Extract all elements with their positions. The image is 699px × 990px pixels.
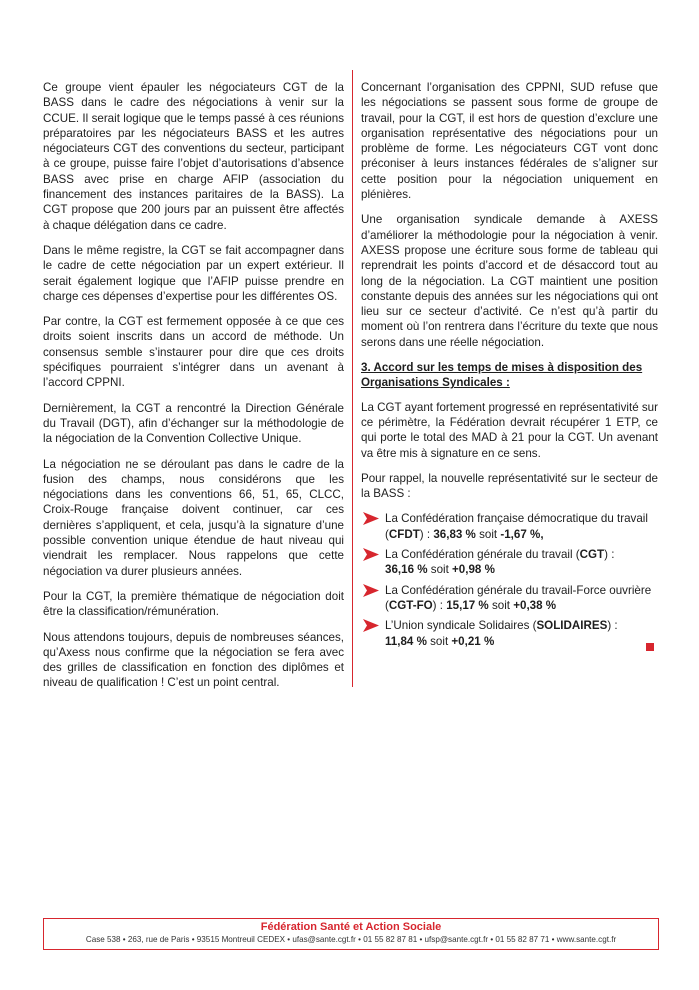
union-name-prefix: La Confédération générale du travail-Force ouvrière ( bbox=[385, 583, 652, 612]
union-soit: soit bbox=[427, 563, 453, 577]
left-paragraph-2: Dans le même registre, la CGT se fait accompagner dans le cadre de cette négociation par un expert extérieur. Il serait également logique que l’AFIP puisse prendre en charge ces dépenses d’expertise pour les différentes OS. bbox=[43, 243, 344, 303]
union-abbreviation: CGT-FO bbox=[388, 598, 433, 612]
list-item bbox=[361, 583, 658, 614]
union-name-suffix: ) : bbox=[419, 527, 434, 541]
footer bbox=[43, 918, 659, 950]
union-abbreviation: CGT bbox=[579, 548, 605, 562]
union-score: 36,16 % bbox=[385, 563, 428, 577]
list-item bbox=[361, 547, 658, 578]
left-paragraph-5: La négociation ne se déroulant pas dans le cadre de la fusion des champs, nous considérons que les négociations dans les conventions 66, 51, 65, CLCC, Croix-Rouge française doivent continuer, car ces dernières s’appliquent, et cela, jusqu’à la signature d’une possible convention unique étendue de haut niveau qui viendrait les remplacer. Nous rappelons que cette négociation va durer plusieurs années. bbox=[43, 457, 344, 578]
end-square-icon bbox=[646, 643, 654, 651]
arrow-bullet-icon bbox=[363, 584, 379, 597]
left-paragraph-1: Ce groupe vient épauler les négociateurs CGT de la BASS dans le cadre des négociations à venir sur la CCUE. Il serait logique que le temps passé à ces réunions préparatoires par les négociateurs BASS et les autres négociateurs CGT des conventions du secteur, participant à ce groupe, puisse faire l’objet d’autorisations d’absence BASS avec prise en charge AFIP (association du financement des instances paritaires de la BASS). La CGT propose que 200 jours par an puissent être affectés à chaque délégation dans ce cadre. bbox=[43, 81, 344, 232]
union-score: 11,84 % bbox=[385, 634, 427, 648]
arrow-bullet-icon bbox=[363, 548, 379, 561]
footer-address: Case 538 • 263, rue de Paris • 93515 Montreuil CEDEX • ufas@sante.cgt.fr • 01 55 82 87 81 • ufsp@sante.cgt.fr • 01 55 82 87 71 • www.sante.cgt.fr bbox=[85, 935, 617, 944]
footer-title: Fédération Santé et Action Sociale bbox=[260, 921, 442, 933]
union-soit: soit bbox=[475, 527, 501, 541]
left-paragraph-7: Nous attendons toujours, depuis de nombreuses séances, qu’Axess nous confirme que la négociation se fera avec des grilles de classification en fonction des diplômes et niveau de qualification ! C’est un point central. bbox=[43, 630, 344, 690]
left-column bbox=[43, 80, 344, 701]
union-name-suffix: ) : bbox=[604, 548, 615, 562]
union-name-suffix: ) : bbox=[432, 598, 447, 612]
right-paragraph-4: Pour rappel, la nouvelle représentativité sur le secteur de la BASS : bbox=[361, 471, 658, 501]
union-soit: soit bbox=[426, 634, 452, 648]
union-soit: soit bbox=[488, 598, 514, 612]
arrow-bullet-icon bbox=[363, 619, 379, 632]
list-item bbox=[361, 511, 658, 542]
union-abbreviation: SOLIDAIRES bbox=[536, 619, 608, 633]
right-paragraph-2: Une organisation syndicale demande à AXESS d’améliorer la méthodologie pour la négociation à venir. AXESS propose une écriture sous forme de tableau qui reprendrait les points d’accord et de désaccord tout au long de la négociation. La CGT maintient une position constante depuis des années sur les négociations qui ont lieu sur ce secteur d’activité. Ce n’est qu’à partir du moment où l’on rentrera dans l’écriture du texte que nous serons dans une réelle négociation. bbox=[361, 213, 658, 349]
left-paragraph-3: Par contre, la CGT est fermement opposée à ce que ces droits soient inscrits dans un accord de méthode. Un consensus semble s’instaurer pour dire que ces droits spécifiques pourraient s’intégrer dans un avenant à l’accord CPPNI. bbox=[43, 315, 344, 390]
union-score: 36,83 % bbox=[433, 527, 476, 541]
union-tail: , bbox=[540, 527, 544, 541]
right-paragraph-3: La CGT ayant fortement progressé en représentativité sur ce périmètre, la Fédération devrait récupérer 1 ETP, ce qui porte le total des MAD à 21 pour la CGT. Un avenant va être mis à signature en ce sens. bbox=[361, 400, 658, 460]
right-paragraph-1: Concernant l’organisation des CPPNI, SUD refuse que les négociations se passent sous forme de groupe de travail, pour la CGT, il est hors de question d’exclure une organisation représentative des négociations pour un problème de forme. Les négociateurs CGT vont donc préconiser à leurs instances fédérales de s’aligner sur cette position pour la négociation uniquement en plénières. bbox=[361, 81, 658, 202]
arrow-bullet-icon bbox=[363, 512, 379, 525]
union-change: +0,21 % bbox=[451, 634, 495, 648]
union-score: 15,17 % bbox=[446, 598, 489, 612]
union-name-prefix: La Confédération générale du travail ( bbox=[385, 548, 580, 562]
union-name-prefix: La Confédération française démocratique du travail ( bbox=[385, 512, 648, 541]
union-change: -1,67 % bbox=[500, 527, 541, 541]
union-name-prefix: L’Union syndicale Solidaires ( bbox=[385, 619, 537, 633]
right-column bbox=[361, 80, 658, 654]
left-paragraph-6: Pour la CGT, la première thématique de négociation doit être la classification/rémunération. bbox=[43, 589, 344, 619]
representativity-list bbox=[361, 511, 658, 648]
list-item bbox=[361, 618, 658, 649]
section-heading: 3. Accord sur les temps de mises à disposition des Organisations Syndicales : bbox=[361, 361, 643, 390]
column-divider bbox=[352, 70, 353, 687]
union-abbreviation: CFDT bbox=[388, 527, 420, 541]
union-name-suffix: ) : bbox=[607, 619, 618, 633]
union-change: +0,98 % bbox=[452, 563, 495, 577]
union-change: +0,38 % bbox=[513, 598, 557, 612]
left-paragraph-4: Dernièrement, la CGT a rencontré la Direction Générale du Travail (DGT), afin d’échanger sur la méthodologie de la négociation de la Convention Collective Unique. bbox=[43, 401, 344, 446]
